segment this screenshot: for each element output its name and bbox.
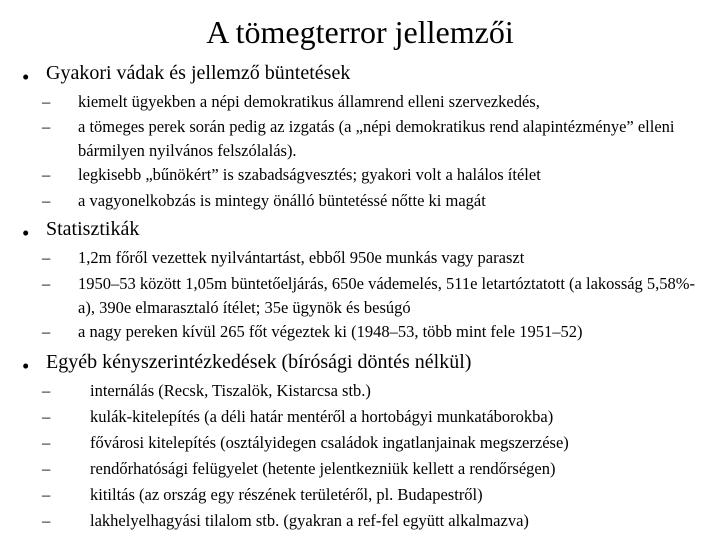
list-item-text: lakhelyelhagyási tilalom stb. (gyakran a ref-fel együtt alkalmazva) bbox=[90, 511, 529, 530]
dash-marker: – bbox=[42, 248, 51, 267]
list-item-text: kitiltás (az ország egy részének területéről, pl. Budapestről) bbox=[90, 485, 483, 504]
list-item-text: internálás (Recsk, Tiszalök, Kistarcsa stb.) bbox=[90, 381, 371, 400]
dash-marker: – bbox=[42, 511, 51, 530]
list-item-text: rendőrhatósági felügyelet (hetente jelentkezniük kellett a rendőrségen) bbox=[90, 459, 556, 478]
list-item-text: 1950–53 között 1,05m büntetőeljárás, 650e vádemelés, 511e letartóztatott (a lakosság 5,58%-a), 390e elmarasztaló ítélet; 35e ügynök és besúgó bbox=[78, 274, 696, 317]
dash-marker: – bbox=[42, 433, 51, 452]
list-item-text: kulák-kitelepítés (a déli határ mentéről a hortobágyi munkatáborokba) bbox=[90, 407, 554, 426]
section-heading: Egyéb kényszerintézkedések (bírósági döntés nélkül) bbox=[46, 351, 472, 373]
bullet-marker: • bbox=[22, 354, 30, 378]
list-item-text: a vagyonelkobzás is mintegy önálló büntetéssé nőtte ki magát bbox=[78, 191, 486, 210]
dash-marker: – bbox=[42, 322, 51, 341]
dash-marker: – bbox=[42, 407, 51, 426]
section-heading: Statisztikák bbox=[46, 218, 140, 240]
dash-marker: – bbox=[42, 165, 51, 184]
section-heading: Gyakori vádak és jellemző büntetések bbox=[46, 62, 351, 84]
list-item-text: kiemelt ügyekben a népi demokratikus államrend elleni szervezkedés, bbox=[78, 92, 540, 111]
dash-marker: – bbox=[42, 381, 51, 400]
list-item-text: fővárosi kitelepítés (osztályidegen családok ingatlanjainak megszerzése) bbox=[90, 433, 569, 452]
dash-marker: – bbox=[42, 459, 51, 478]
dash-marker: – bbox=[42, 92, 51, 111]
dash-marker: – bbox=[42, 485, 51, 504]
list-item-text: 1,2m főről vezettek nyilvántartást, ebből 950e munkás vagy paraszt bbox=[78, 248, 525, 267]
list-item-text: a nagy pereken kívül 265 főt végeztek ki (1948–53, több mint fele 1951–52) bbox=[78, 322, 583, 341]
dash-marker: – bbox=[42, 117, 51, 136]
list-item-text: a tömeges perek során pedig az izgatás (a „népi demokratikus rend alapintézménye” elleni bármilyen nyilvános felszólalás). bbox=[78, 117, 675, 160]
bullet-marker: • bbox=[22, 221, 30, 245]
bullet-marker: • bbox=[22, 65, 30, 89]
dash-marker: – bbox=[42, 274, 51, 293]
list-item-text: legkisebb „bűnökért” is szabadságvesztés; gyakori volt a halálos ítélet bbox=[78, 165, 541, 184]
dash-marker: – bbox=[42, 191, 51, 210]
slide-title: A tömegterror jellemzői bbox=[206, 14, 514, 50]
